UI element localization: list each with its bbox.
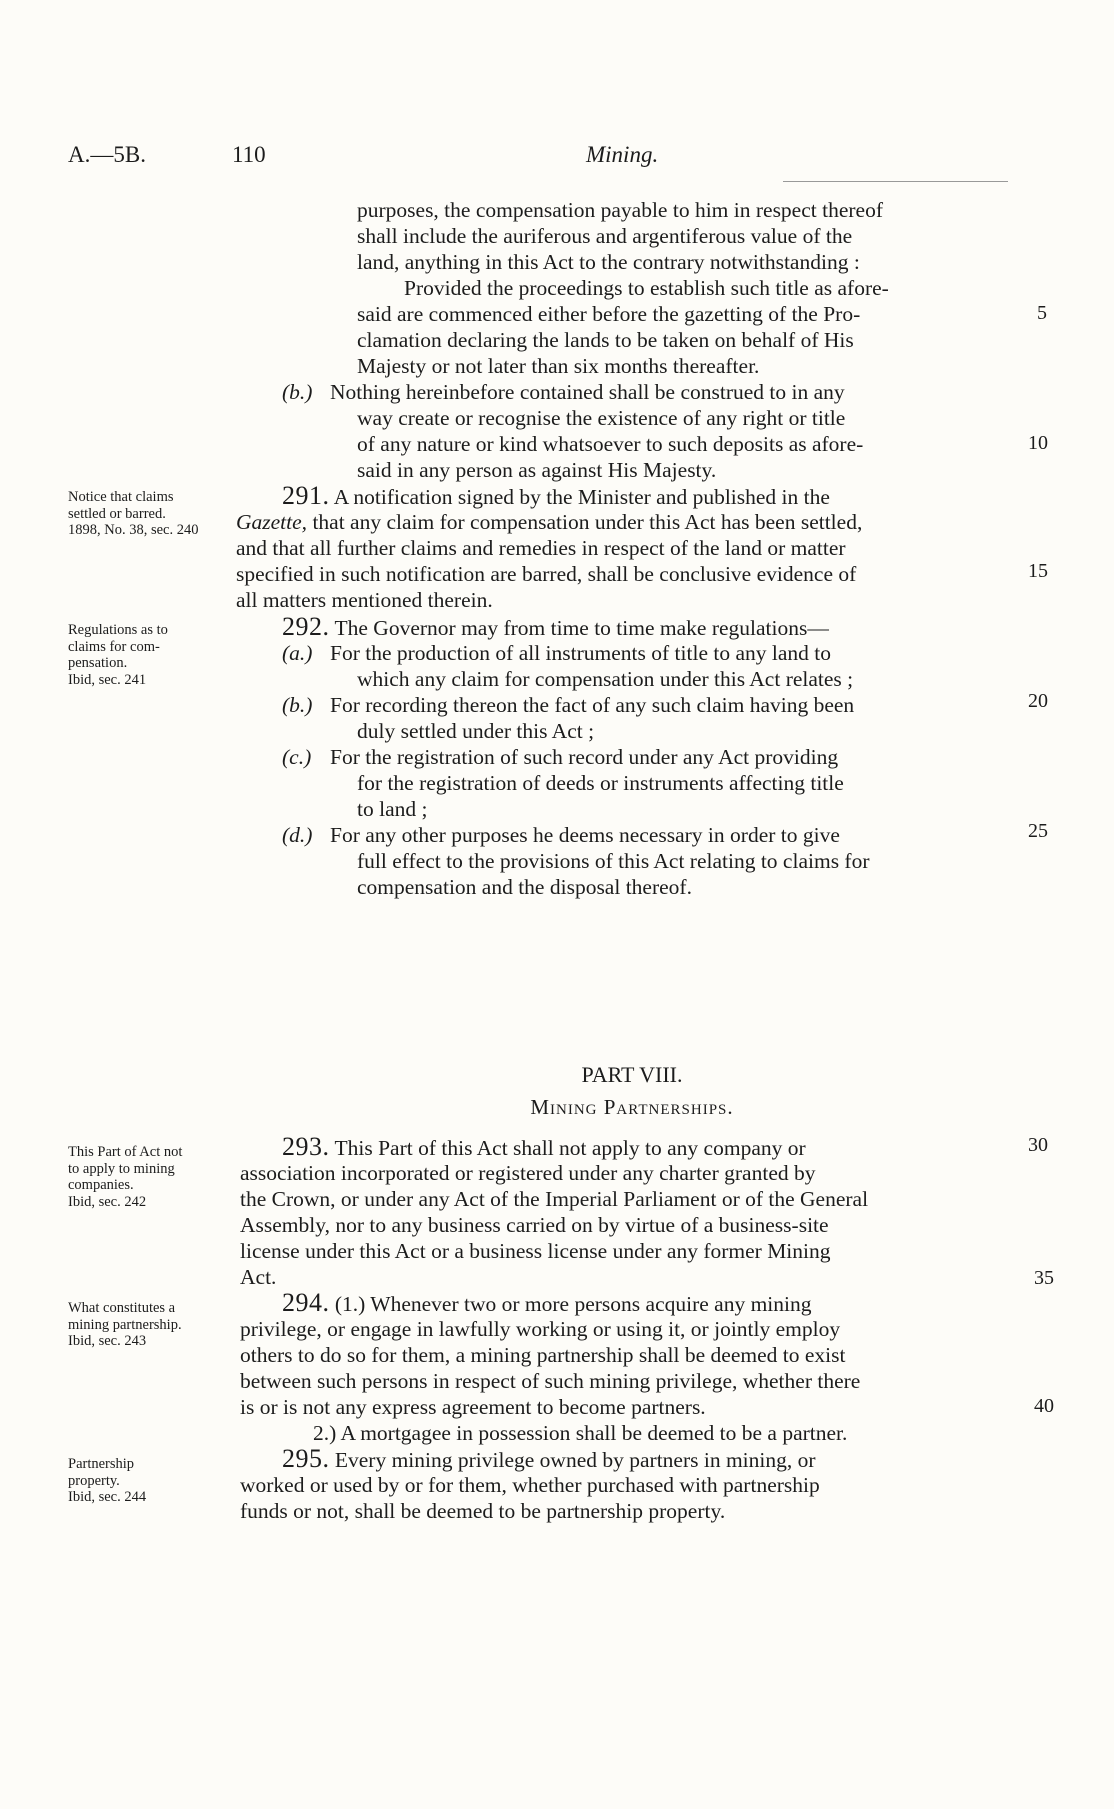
- side-note-295: [68, 1456, 228, 1506]
- text: This Part of this Act shall not apply to any company or: [334, 1136, 806, 1160]
- side-line: 1898, No. 38, sec. 240: [68, 522, 199, 538]
- header-rule: [783, 181, 1008, 182]
- side-line: mining partnership.: [68, 1316, 182, 1333]
- side-line: Partnership: [68, 1456, 135, 1472]
- part-subtitle: Mining Partnerships.: [530, 1095, 734, 1119]
- text: Every mining privilege owned by partners in mining, or: [334, 1448, 816, 1472]
- section-number: 293.: [282, 1132, 330, 1161]
- side-line: pensation.: [68, 655, 128, 671]
- side-line: Ibid, sec. 241: [68, 671, 147, 688]
- text: purposes, the compensation payable to him in respect thereof: [357, 198, 883, 222]
- item-c-label: (c.): [282, 745, 312, 769]
- part-title: PART VIII.: [581, 1062, 683, 1087]
- text: (1.) Whenever two or more persons acquire any mining: [334, 1292, 812, 1316]
- section-294-line-4: between such persons in respect of such mining privilege, whether there: [240, 1369, 861, 1393]
- section-294-line-2: privilege, or engage in lawfully working or using it, or jointly employ: [240, 1317, 841, 1341]
- item-b-line-3: of any nature or kind whatsoever to such deposits as afore-: [357, 432, 864, 456]
- line-number: 40: [1034, 1395, 1054, 1417]
- section-295-first: [282, 1446, 816, 1473]
- side-line: This Part of Act not: [68, 1144, 183, 1160]
- side-line: to apply to mining: [68, 1160, 175, 1177]
- item-b2-label: (b.): [282, 693, 313, 717]
- item-c-line-1: For the registration of such record under any Act providing: [330, 745, 839, 769]
- page-number: 110: [232, 142, 266, 167]
- section-number: 291.: [282, 481, 330, 510]
- item-a-label: (a.): [282, 641, 313, 665]
- side-line: Ibid, sec. 243: [68, 1333, 147, 1349]
- item-b-label: (b.): [282, 380, 313, 404]
- section-293-line-4: Assembly, nor to any business carried on by virtue of a business-site: [240, 1213, 829, 1237]
- section-293-first: [282, 1134, 806, 1161]
- top-cont-line-1: [357, 197, 1011, 223]
- side-note-291: [68, 489, 228, 539]
- item-b2-line-2: duly settled under this Act ;: [357, 719, 595, 743]
- line-number: 15: [1028, 560, 1048, 582]
- section-291-first: [282, 483, 830, 510]
- proviso-line-4: Majesty or not later than six months thereafter.: [357, 354, 760, 378]
- side-note-292: [68, 622, 228, 688]
- item-d-line-1: For any other purposes he deems necessary in order to give: [330, 823, 840, 847]
- item-a-line-2: which any claim for compensation under this Act relates ;: [357, 667, 854, 691]
- section-293-line-6: Act.: [240, 1265, 277, 1289]
- section-294-first: [282, 1290, 812, 1317]
- section-294-line-3: others to do so for them, a mining partnership shall be deemed to exist: [240, 1343, 846, 1367]
- gazette-italic: Gazette,: [236, 510, 308, 534]
- line-number: 30: [1028, 1134, 1048, 1156]
- text: that any claim for compensation under this Act has been settled,: [312, 510, 863, 534]
- side-line: settled or barred.: [68, 505, 166, 522]
- text: shall include the auriferous and argentiferous value of the: [357, 224, 853, 248]
- side-note-294: [68, 1300, 228, 1350]
- section-293-line-2: association incorporated or registered under any charter granted by: [240, 1161, 816, 1185]
- side-line: What constitutes a: [68, 1300, 176, 1316]
- page-title: Mining.: [586, 142, 659, 167]
- side-line: property.: [68, 1472, 120, 1489]
- proviso-line-1: Provided the proceedings to establish such title as afore-: [404, 276, 889, 300]
- section-number: 295.: [282, 1444, 330, 1473]
- side-note-293: [68, 1144, 228, 1210]
- section-291-line-4: specified in such notification are barred, shall be conclusive evidence of: [236, 562, 857, 586]
- item-c-line-3: to land ;: [357, 797, 428, 821]
- text: A notification signed by the Minister and published in the: [333, 485, 830, 509]
- side-line: Notice that claims: [68, 489, 174, 505]
- line-number: 20: [1028, 690, 1048, 712]
- text: The Governor may from time to time make regulations—: [334, 616, 829, 640]
- section-293-line-3: the Crown, or under any Act of the Imperial Parliament or of the General: [240, 1187, 869, 1211]
- section-295-line-3: funds or not, shall be deemed to be partnership property.: [240, 1499, 726, 1523]
- line-number: 35: [1034, 1267, 1054, 1289]
- header-ref: A.—5B.: [68, 142, 146, 167]
- item-d-line-2: full effect to the provisions of this Act relating to claims for: [357, 849, 870, 873]
- line-number: 10: [1028, 432, 1048, 454]
- section-295-line-2: worked or used by or for them, whether purchased with partnership: [240, 1473, 820, 1497]
- top-cont-line-3: land, anything in this Act to the contrary notwithstanding :: [357, 250, 860, 274]
- section-292-first: [282, 614, 829, 641]
- section-291-line-3: and that all further claims and remedies in respect of the land or matter: [236, 536, 846, 560]
- side-line: Ibid, sec. 244: [68, 1489, 147, 1505]
- section-293-line-5: license under this Act or a business license under any former Mining: [240, 1239, 831, 1263]
- side-line: claims for com-: [68, 638, 160, 655]
- item-b2-line-1: For recording thereon the fact of any such claim having been: [330, 693, 855, 717]
- section-294-sub2: 2.) A mortgagee in possession shall be deemed to be a partner.: [313, 1421, 848, 1445]
- proviso-line-3: clamation declaring the lands to be taken on behalf of His: [357, 328, 854, 352]
- side-line: Regulations as to: [68, 622, 168, 638]
- proviso-line-2: said are commenced either before the gazetting of the Pro-: [357, 302, 861, 326]
- item-c-line-2: for the registration of deeds or instruments affecting title: [357, 771, 844, 795]
- item-d-label: (d.): [282, 823, 313, 847]
- section-number: 292.: [282, 612, 330, 641]
- side-line: companies.: [68, 1177, 134, 1193]
- section-number: 294.: [282, 1288, 330, 1317]
- item-b-line-4: said in any person as against His Majesty.: [357, 458, 717, 482]
- section-294-line-5: is or is not any express agreement to become partners.: [240, 1395, 706, 1419]
- side-line: Ibid, sec. 242: [68, 1193, 147, 1210]
- top-cont-line-2: [357, 223, 1011, 249]
- item-d-line-3: compensation and the disposal thereof.: [357, 875, 692, 899]
- item-b-line-1: Nothing hereinbefore contained shall be construed to in any: [330, 380, 845, 404]
- section-291-line-2: [236, 509, 862, 535]
- item-a-line-1: For the production of all instruments of title to any land to: [330, 641, 831, 665]
- line-number: 25: [1028, 820, 1048, 842]
- line-number: 5: [1037, 302, 1047, 324]
- item-b-line-2: way create or recognise the existence of any right or title: [357, 406, 846, 430]
- section-291-line-5: all matters mentioned therein.: [236, 588, 493, 612]
